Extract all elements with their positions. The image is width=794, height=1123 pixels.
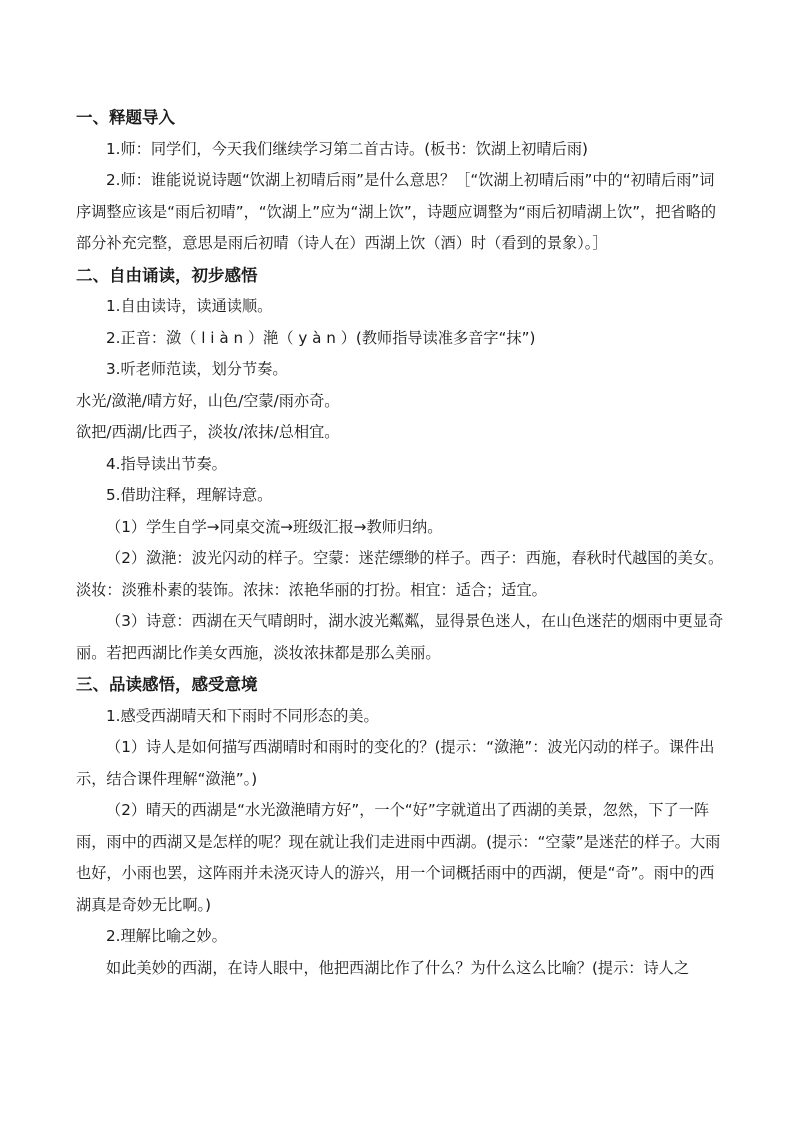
poem-line: 水光/潋滟/晴方好，山色/空蒙/雨亦奇。 [76,391,340,410]
paragraph: （1）学生自学→同桌交流→班级汇报→教师归纳。 [106,517,443,536]
paragraph: 5.借助注释，理解诗意。 [106,486,273,504]
paragraph: 1.感受西湖晴天和下雨时不同形态的美。 [106,706,379,725]
paragraph: （3）诗意：西湖在天气晴朗时，湖水波光粼粼，显得景色迷人，在山色迷茫的烟雨中更显奇丽。若把西湖比作美女西施，淡妆浓抹都是那么美丽。 [76,612,724,662]
paragraph: 1.自由读诗，读通读顺。 [106,297,273,315]
section-1-heading: 一、释题导入 [76,108,175,127]
section-2-heading: 二、自由诵读，初步感悟 [76,265,258,285]
document-page [76,102,726,984]
paragraph: 如此美妙的西湖，在诗人眼中，他把西湖比作了什么？为什么这么比喻？(提示：诗人之 [106,958,690,977]
paragraph: （2）潋滟：波光闪动的样子。空蒙：迷茫缥缈的样子。西子：西施，春秋时代越国的美女。淡妆：淡雅朴素的装饰。浓抹：浓艳华丽的打扮。相宜：适合；适宜。 [76,549,724,599]
paragraph: 4.指导读出节奏。 [106,454,227,473]
paragraph: 2.正音：潋（ l i à n ）滟（ y à n ）(教师指导读准多音字“抹”) [106,328,536,347]
paragraph: （1）诗人是如何描写西湖晴时和雨时的变化的？(提示：“潋滟”：波光闪动的样子。课件出示，结合课件理解“潋滟”。) [76,738,715,788]
paragraph: 2.师：谁能说说诗题“饮湖上初晴后雨”是什么意思？［“饮湖上初晴后雨”中的“初晴后雨”词序调整应该是“雨后初晴”，“饮湖上”应为“湖上饮”，诗题应调整为“雨后初晴湖上饮”，把省略的部分补充完整，意思是雨后初晴（诗人在）西湖上饮（酒）时（看到的景象）。］ [76,171,717,252]
section-3-heading: 三、品读感悟，感受意境 [76,675,258,694]
poem-line: 欲把/西湖/比西子，淡妆/浓抹/总相宜。 [76,423,340,441]
paragraph: 1.师：同学们，今天我们继续学习第二首古诗。(板书：饮湖上初晴后雨) [106,139,588,158]
paragraph: （2）晴天的西湖是“水光潋滟晴方好”，一个“好”字就道出了西湖的美景，忽然，下了一阵雨，雨中的西湖又是怎样的呢？现在就让我们走进雨中西湖。(提示：“空蒙”是迷茫的样子。大雨也好，小雨也罢，这阵雨并未浇灭诗人的游兴，用一个词概括雨中的西湖，便是“奇”。雨中的西湖真是奇妙无比啊。) [76,801,721,914]
paragraph: 2.理解比喻之妙。 [106,927,227,945]
paragraph: 3.听老师范读，划分节奏。 [106,360,288,378]
